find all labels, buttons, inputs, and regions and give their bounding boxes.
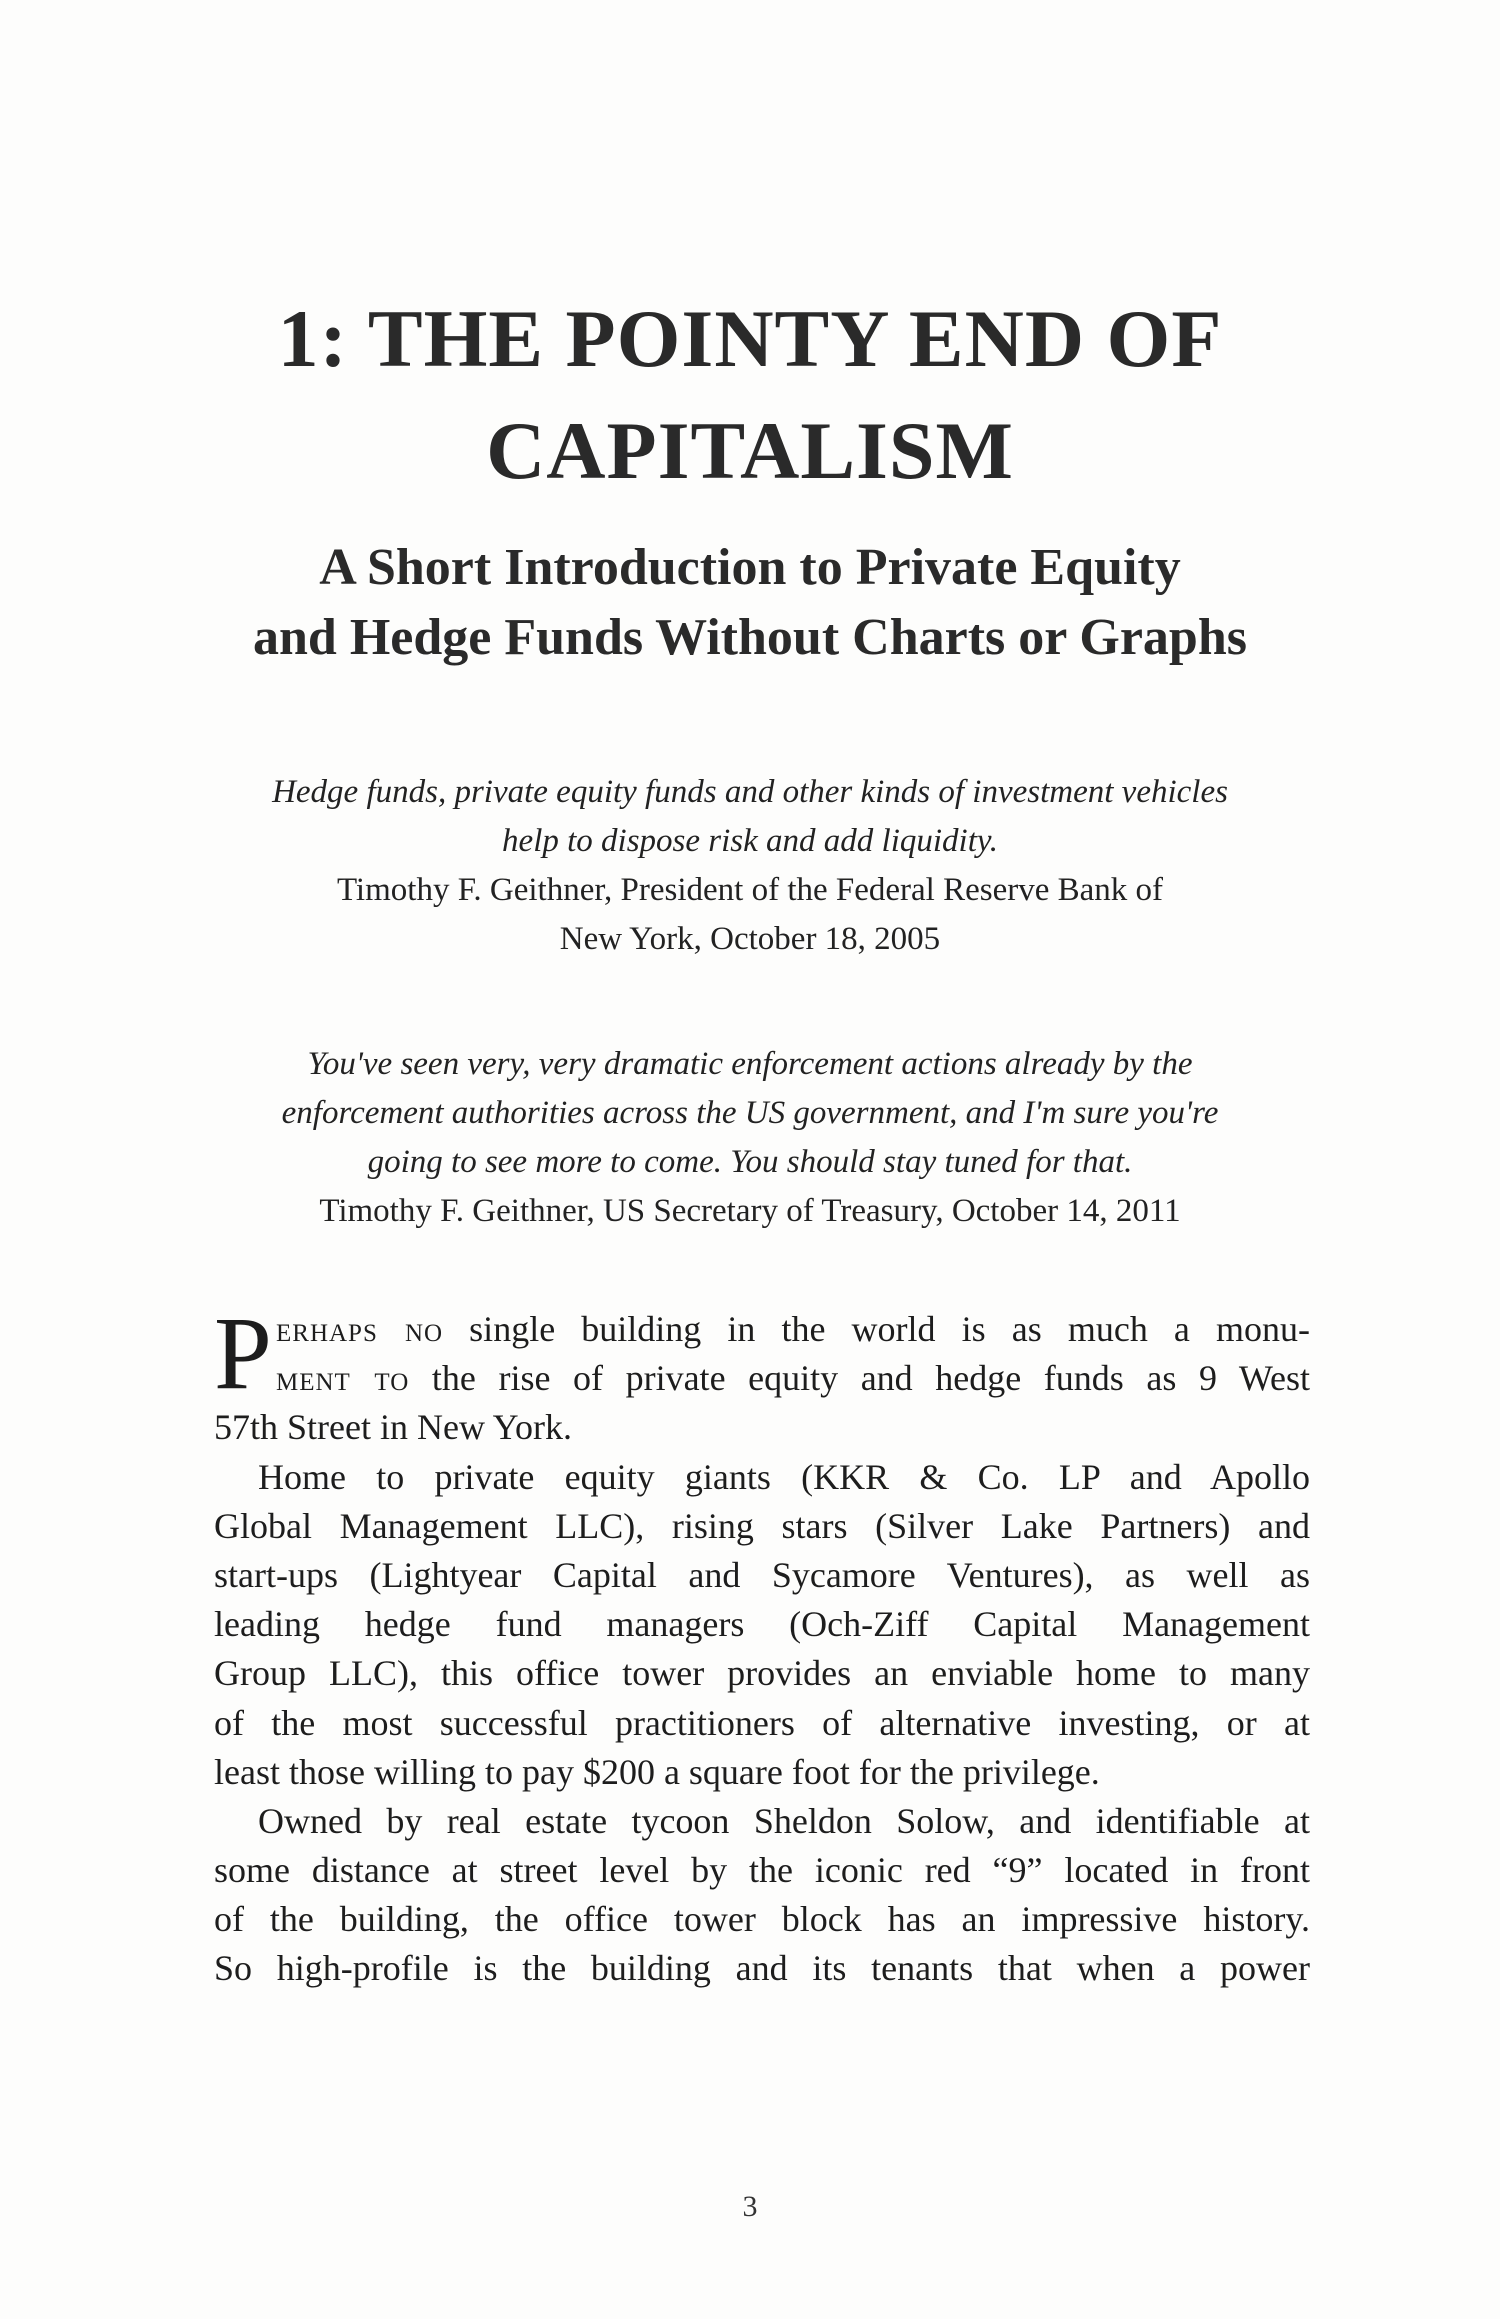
chapter-subtitle-line-1: A Short Introduction to Private Equity [319, 539, 1181, 597]
epigraph-2 [150, 1040, 1350, 1236]
body-line-text: single building in the world is as much a monu- [443, 1309, 1310, 1349]
page-number: 3 [742, 2190, 758, 2223]
body-line: Group LLC), this office tower provides an enviable home to many [214, 1653, 1310, 1694]
smallcaps-lead: erhaps no [276, 1309, 444, 1349]
body-line-text: the rise of private equity and hedge funds as 9 West [409, 1358, 1310, 1399]
body-line [214, 1305, 1310, 1354]
chapter-title [0, 283, 1500, 507]
body-line: some distance at street level by the iconic red “9” located in front [214, 1850, 1310, 1891]
body-line: Home to private equity giants (KKR & Co. LP and Apollo [258, 1456, 1310, 1497]
epigraph-2-quote-line-3: going to see more to come. You should stay tuned for that. [367, 1144, 1133, 1180]
chapter-subtitle-line-2: and Hedge Funds Without Charts or Graphs [252, 609, 1248, 667]
epigraph-1-quote-line-1: Hedge funds, private equity funds and other kinds of investment vehicles [272, 774, 1228, 810]
epigraph-2-quote-line-1: You've seen very, very dramatic enforcement actions already by the [307, 1046, 1193, 1082]
body-line: of the most successful practitioners of alternative investing, or at [214, 1702, 1310, 1743]
chapter-title-line-2: CAPITALISM [486, 404, 1014, 496]
body-text [214, 1296, 1310, 1994]
body-line: least those willing to pay $200 a square foot for the privilege. [214, 1751, 1100, 1792]
body-line: Owned by real estate tycoon Sheldon Solow, and identifiable at [258, 1800, 1310, 1841]
body-line: Global Management LLC), rising stars (Silver Lake Partners) and [214, 1505, 1310, 1546]
epigraph-1-attribution-line-1: Timothy F. Geithner, President of the Federal Reserve Bank of [336, 872, 1164, 908]
drop-cap: P [214, 1296, 272, 1411]
body-line: leading hedge fund managers (Och-Ziff Capital Management [214, 1604, 1310, 1645]
chapter-subtitle [0, 533, 1500, 673]
body-line: of the building, the office tower block has an impressive history. [214, 1899, 1310, 1940]
body-line: start-ups (Lightyear Capital and Sycamore Ventures), as well as [214, 1554, 1310, 1595]
epigraph-2-attribution-line-1: Timothy F. Geithner, US Secretary of Treasury, October 14, 2011 [319, 1193, 1181, 1229]
epigraph-1 [150, 768, 1350, 964]
body-line: So high-profile is the building and its tenants that when a power [214, 1948, 1310, 1989]
epigraph-2-quote-line-2: enforcement authorities across the US government, and I'm sure you're [281, 1095, 1219, 1131]
chapter-title-line-1: 1: THE POINTY END OF [277, 292, 1223, 384]
smallcaps-lead: ment to [276, 1358, 410, 1399]
body-line: 57th Street in New York. [214, 1407, 572, 1448]
body-line [214, 1354, 1310, 1403]
epigraph-1-quote-line-2: help to dispose risk and add liquidity. [502, 823, 998, 859]
epigraph-1-attribution-line-2: New York, October 18, 2005 [559, 921, 941, 957]
